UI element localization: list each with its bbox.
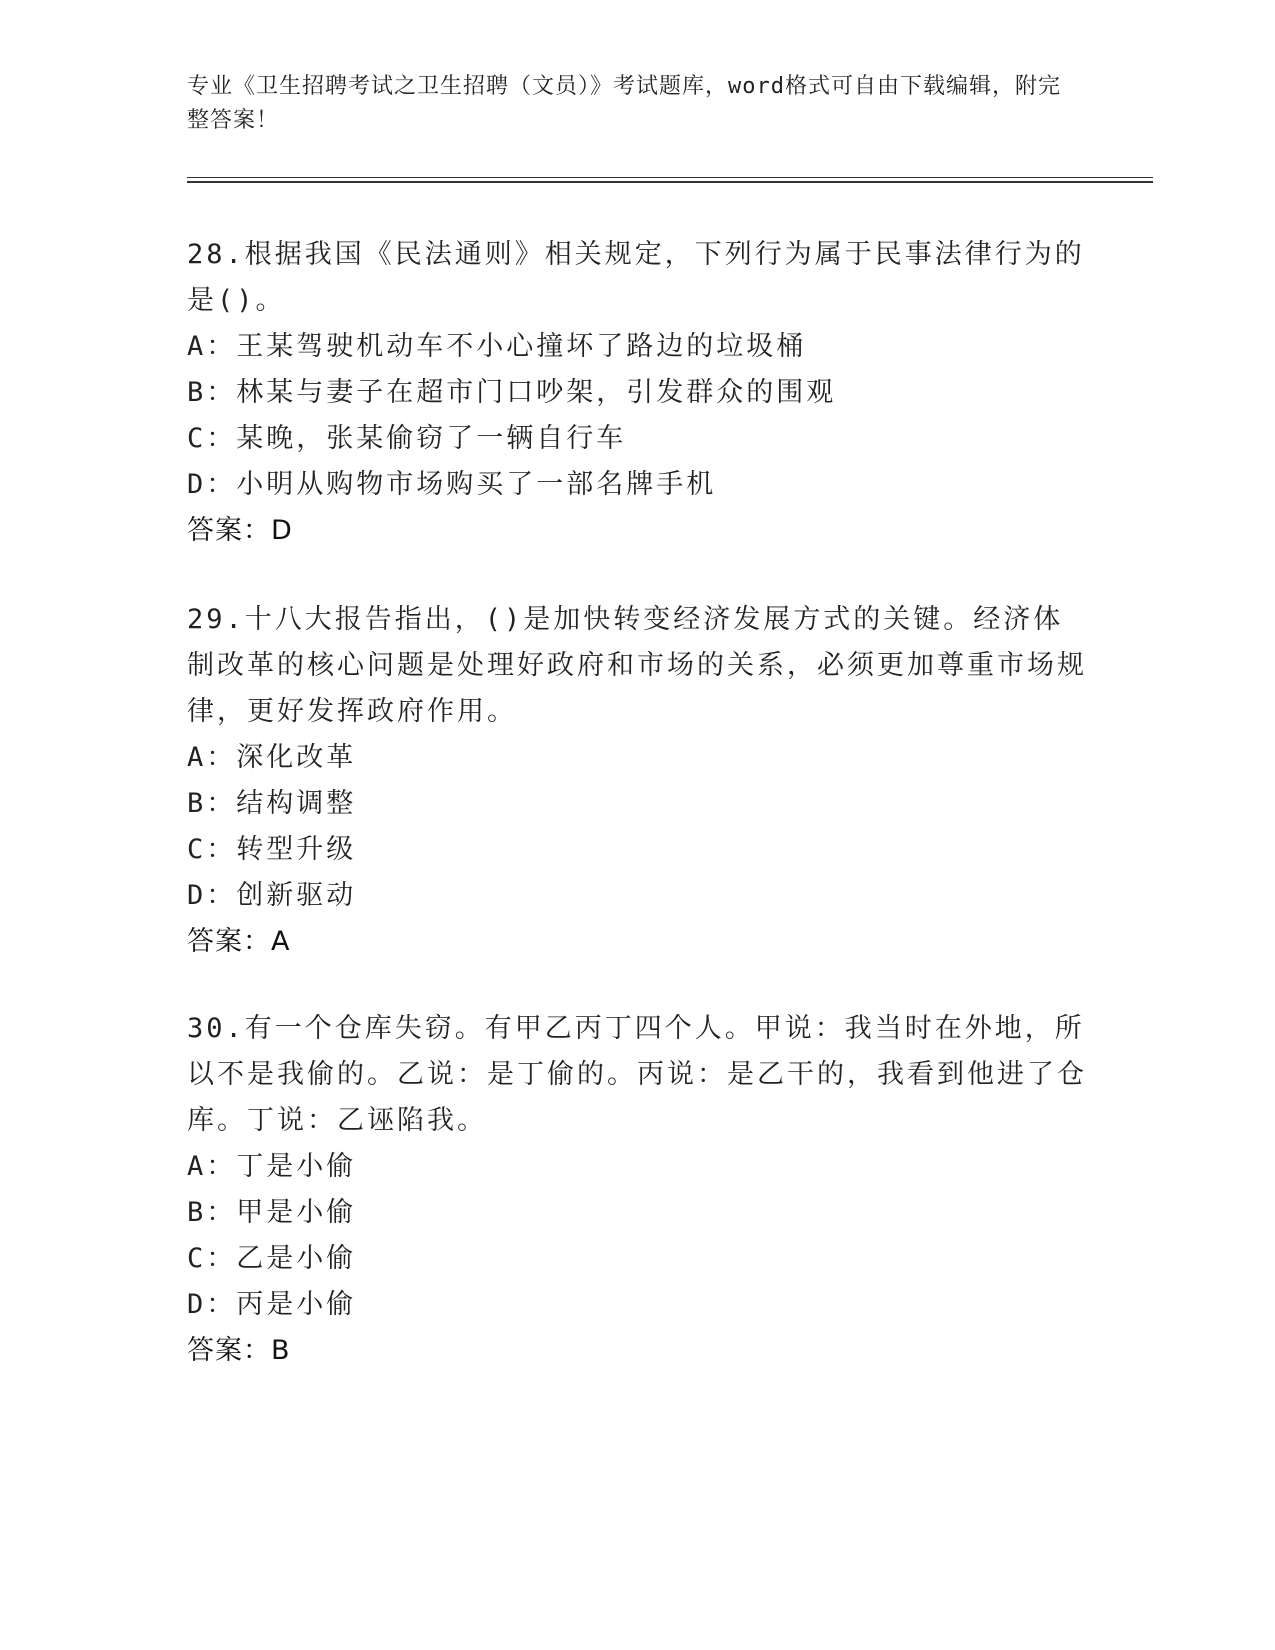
- option-text: 创新驱动: [236, 880, 357, 911]
- option-key: C：: [187, 1243, 237, 1274]
- question-28: [187, 232, 1087, 554]
- document-header: 专业《卫生招聘考试之卫生招聘（文员）》考试题库，word格式可自由下载编辑，附完整答案！: [187, 74, 1061, 133]
- question-30: [187, 1006, 1087, 1374]
- option-key: B：: [187, 377, 237, 408]
- option-b: [187, 781, 1087, 827]
- option-b: [187, 1190, 1087, 1236]
- option-c: [187, 827, 1087, 873]
- option-text: 某晚，张某偷窃了一辆自行车: [236, 423, 627, 454]
- option-d: [187, 462, 1087, 508]
- option-a: [187, 735, 1087, 781]
- answer-line: 答案：A: [187, 926, 291, 957]
- option-text: 结构调整: [236, 788, 357, 819]
- option-text: 甲是小偷: [236, 1197, 357, 1228]
- option-d: [187, 873, 1087, 919]
- option-text: 小明从购物市场购买了一部名牌手机: [236, 469, 717, 500]
- option-key: D：: [187, 469, 237, 500]
- option-c: [187, 416, 1087, 462]
- option-key: C：: [187, 834, 237, 865]
- option-key: B：: [187, 788, 237, 819]
- option-c: [187, 1236, 1087, 1282]
- header-divider-top: [187, 177, 1153, 178]
- question-stem: 29.十八大报告指出，()是加快转变经济发展方式的关键。经济体制改革的核心问题是处理好政府和市场的关系，必须更加尊重市场规律，更好发挥政府作用。: [187, 604, 1087, 727]
- option-a: [187, 1144, 1087, 1190]
- option-key: A：: [187, 331, 237, 362]
- option-key: B：: [187, 1197, 237, 1228]
- option-text: 王某驾驶机动车不小心撞坏了路边的垃圾桶: [236, 331, 807, 362]
- option-text: 林某与妻子在超市门口吵架，引发群众的围观: [236, 377, 837, 408]
- option-a: [187, 324, 1087, 370]
- option-text: 丙是小偷: [236, 1289, 357, 1320]
- answer-line: 答案：D: [187, 515, 293, 546]
- option-key: A：: [187, 742, 237, 773]
- option-key: C：: [187, 423, 237, 454]
- option-text: 乙是小偷: [236, 1243, 357, 1274]
- option-text: 深化改革: [236, 742, 357, 773]
- header-divider-bottom: [187, 181, 1153, 183]
- option-d: [187, 1282, 1087, 1328]
- question-stem: 30.有一个仓库失窃。有甲乙丙丁四个人。甲说：我当时在外地，所以不是我偷的。乙说：是丁偷的。丙说：是乙干的，我看到他进了仓库。丁说：乙诬陷我。: [187, 1013, 1087, 1136]
- option-text: 丁是小偷: [236, 1151, 357, 1182]
- option-key: D：: [187, 1289, 237, 1320]
- option-key: A：: [187, 1151, 237, 1182]
- option-text: 转型升级: [236, 834, 357, 865]
- option-b: [187, 370, 1087, 416]
- question-29: [187, 597, 1087, 965]
- answer-line: 答案：B: [187, 1335, 291, 1366]
- option-key: D：: [187, 880, 237, 911]
- question-stem: 28.根据我国《民法通则》相关规定，下列行为属于民事法律行为的是()。: [187, 239, 1085, 316]
